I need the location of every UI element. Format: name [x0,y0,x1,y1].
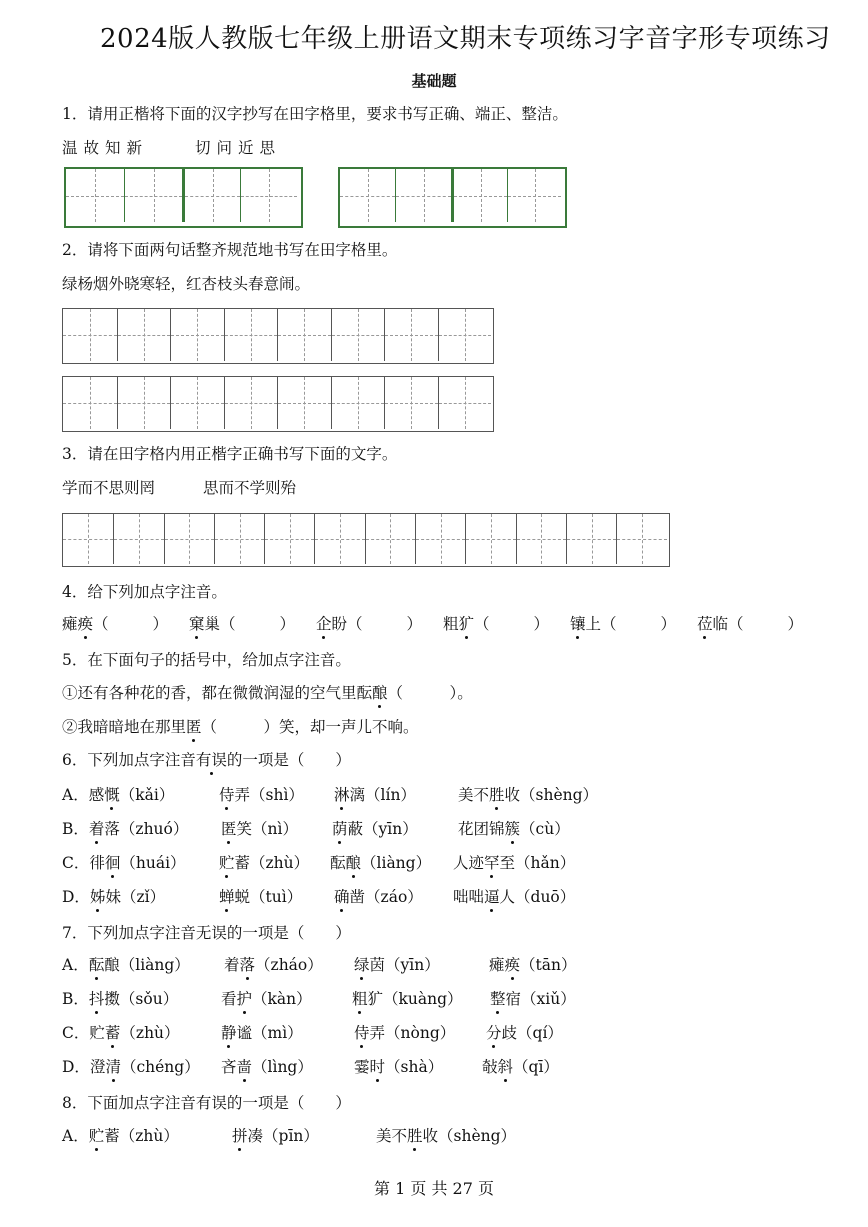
grid-cell[interactable] [170,309,224,361]
grid-cell[interactable] [117,309,171,361]
grid-cell[interactable] [566,514,616,564]
grid-cell[interactable] [264,514,314,564]
grid-cell[interactable] [465,514,515,564]
grid-cell[interactable] [66,169,124,222]
grid-cell[interactable] [63,377,117,429]
q7-option[interactable]: C．贮蓄（zhù） [62,1024,180,1042]
grid-cell[interactable] [170,377,224,429]
grid-cell[interactable] [331,377,385,429]
q1-word-1: 温故知新 [62,139,149,157]
grid-cell[interactable] [365,514,415,564]
q7-option-word: 着落（zháo） [224,956,323,974]
q7-option[interactable]: D．澄清（chéng） [62,1058,200,1076]
q4-item: 窠巢（ ） [189,615,296,633]
q6-prompt: 6．下列加点字注音有误的一项是（ ） [62,751,351,769]
q6-option[interactable]: C．徘徊（huái） [62,854,186,872]
q6-option-word: 人迹罕至（hǎn） [453,854,576,872]
q6-option-word: 侍弄（shì） [219,786,304,804]
grid-cell[interactable] [117,377,171,429]
grid-cell[interactable] [277,309,331,361]
grid-cell[interactable] [124,169,182,222]
q6-option-word: 匿笑（nì） [221,820,298,838]
grid-cell[interactable] [182,169,240,222]
section-heading: 基础题 [411,72,457,90]
q4-item: 瘫痪（ ） [62,615,169,633]
q7-prompt: 7．下列加点字注音无误的一项是（ ） [62,924,351,942]
q2-grid-1[interactable] [62,308,494,364]
grid-cell[interactable] [395,169,451,222]
q8-option-a-word-2: 拼凑（pīn） [232,1127,319,1145]
q6-option-word: 酝酿（liàng） [330,854,432,872]
q5-sentence-1: ①还有各种花的香，都在微微润湿的空气里酝酿（ ）。 [62,684,473,702]
q7-option-word: 霎时（shà） [354,1058,444,1076]
q6-option-word: 荫蔽（yīn） [332,820,418,838]
grid-cell[interactable] [438,309,492,361]
q7-option-word: 侍弄（nòng） [354,1024,456,1042]
q7-option-word: 分歧（qí） [486,1024,563,1042]
q8-option-a-word-3: 美不胜收（shèng） [376,1127,517,1145]
q6-option-word: 花团锦簇（cù） [458,820,570,838]
q4-prompt: 4．给下列加点字注音。 [62,583,227,601]
grid-cell[interactable] [451,169,507,222]
q2-prompt: 2．请将下面两句话整齐规范地书写在田字格里。 [62,241,398,259]
grid-cell[interactable] [384,377,438,429]
q7-option-word: 绿茵（yīn） [354,956,440,974]
grid-cell[interactable] [415,514,465,564]
q2-text: 绿杨烟外晓寒轻，红杏枝头春意闹。 [62,275,311,293]
q1-prompt: 1．请用正楷将下面的汉字抄写在田字格里，要求书写正确、端正、整洁。 [62,105,568,123]
q3-grid[interactable] [62,513,670,567]
grid-cell[interactable] [63,514,113,564]
q3-text-2: 思而不学则殆 [203,479,297,497]
q1-grid-1[interactable] [64,167,303,228]
q7-option-word: 吝啬（lìng） [221,1058,313,1076]
page-footer: 第 1 页 共 27 页 [374,1179,494,1198]
q1-word-2: 切问近思 [195,139,282,157]
q6-option-word: 确凿（záo） [334,888,423,906]
grid-cell[interactable] [63,309,117,361]
q6-option-word: 咄咄逼人（duō） [453,888,576,906]
q7-option-word: 瘫痪（tān） [489,956,577,974]
q7-option-word: 看护（kàn） [221,990,312,1008]
grid-cell[interactable] [516,514,566,564]
grid-cell[interactable] [340,169,395,222]
q4-item: 粗犷（ ） [443,615,550,633]
q4-item: 企盼（ ） [316,615,423,633]
grid-cell[interactable] [277,377,331,429]
page-title: 2024版人教版七年级上册语文期末专项练习字音字形专项练习 [100,24,831,54]
q7-option-word: 整宿（xiǔ） [490,990,576,1008]
q7-option[interactable]: A．酝酿（liàng） [62,956,190,974]
grid-cell[interactable] [214,514,264,564]
grid-cell[interactable] [331,309,385,361]
grid-cell[interactable] [224,309,278,361]
q5-prompt: 5．在下面句子的括号中，给加点字注音。 [62,651,351,669]
q6-option-word: 蝉蜕（tuì） [219,888,303,906]
q6-option-word: 淋漓（lín） [334,786,416,804]
q8-option-a[interactable]: A．贮蓄（zhù） [62,1127,179,1145]
q6-option[interactable]: A．感慨（kǎi） [62,786,175,804]
q3-prompt: 3．请在田字格内用正楷字正确书写下面的文字。 [62,445,398,463]
q7-option-word: 静谧（mì） [221,1024,303,1042]
q7-option-word: 粗犷（kuàng） [352,990,463,1008]
q5-sentence-2: ②我暗暗地在那里匿（ ）笑，却一声儿不响。 [62,718,419,736]
grid-cell[interactable] [240,169,297,222]
grid-cell[interactable] [224,377,278,429]
q7-option[interactable]: B．抖擞（sǒu） [62,990,179,1008]
grid-cell[interactable] [438,377,492,429]
grid-cell[interactable] [314,514,364,564]
grid-cell[interactable] [113,514,163,564]
q8-prompt: 8．下面加点字注音有误的一项是（ ） [62,1094,351,1112]
q3-text-1: 学而不思则罔 [62,479,156,497]
q4-item: 镶上（ ） [570,615,677,633]
q1-grid-2[interactable] [338,167,567,228]
q6-option[interactable]: B．着落（zhuó） [62,820,189,838]
q2-grid-2[interactable] [62,376,494,432]
grid-cell[interactable] [384,309,438,361]
q6-option-word: 美不胜收（shèng） [458,786,599,804]
grid-cell[interactable] [507,169,561,222]
q6-option-word: 贮蓄（zhù） [219,854,310,872]
q6-option[interactable]: D．姊妹（zǐ） [62,888,166,906]
grid-cell[interactable] [616,514,666,564]
q7-option-word: 敧斜（qī） [482,1058,559,1076]
grid-cell[interactable] [164,514,214,564]
q4-item: 莅临（ ） [697,615,804,633]
